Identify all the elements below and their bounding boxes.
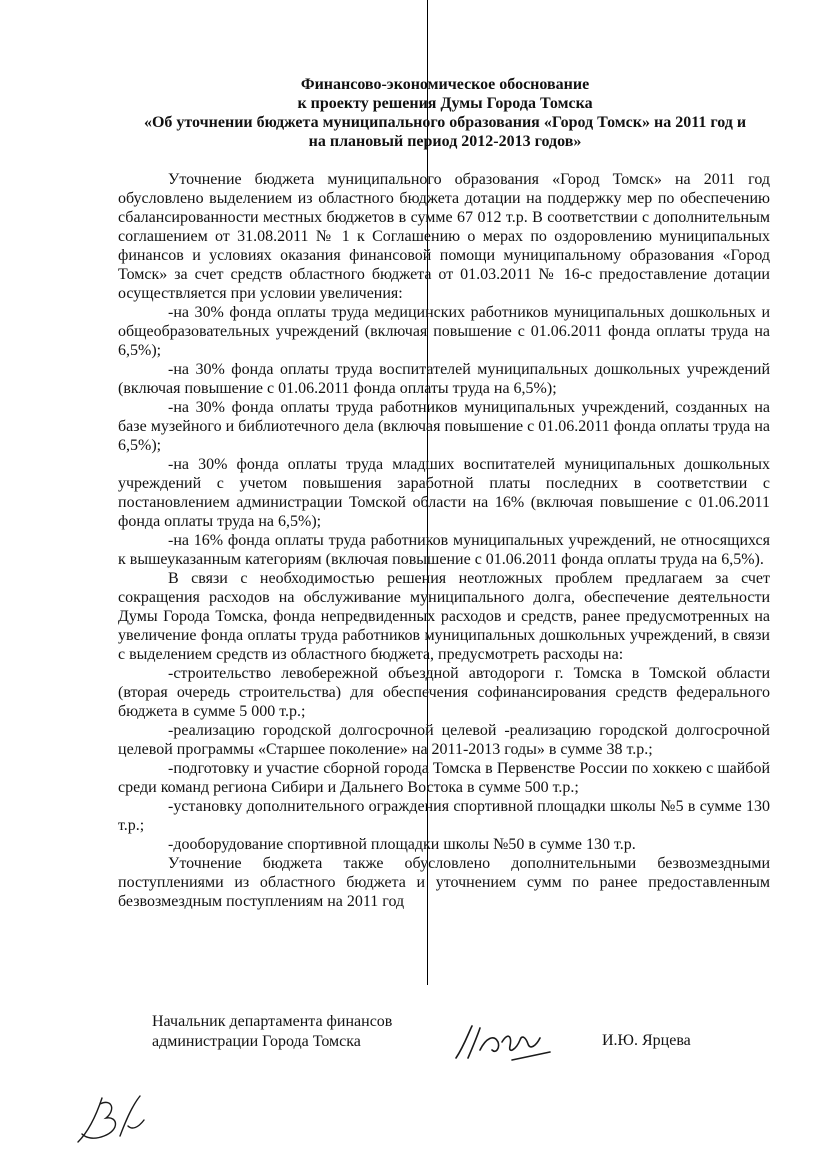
signatory-title-line-2: администрации Города Томска [152, 1033, 361, 1050]
signatory-name: И.Ю. Ярцева [602, 1032, 691, 1049]
paragraph-proposal: В связи с необходимостью решения неотложных проблем предлагаем за счет сокращения расходов на обслуживание муниципального долга, обеспечение деятельности Думы Города Томска, фонда непредвиденных расходов и средств, ранее предусмотренных на увеличение фонда оплаты труда работников муниципальных дошкольных учреждений, в связи с выделением средств из областного бюджета, предусмотреть расходы на: [118, 570, 770, 663]
header-line-1: Финансово-экономическое обоснование [300, 76, 590, 93]
header-line-3: «Об уточнении бюджета муниципального образования «Город Томск» на 2011 год и [143, 114, 747, 131]
paragraph-conclusion: Уточнение бюджета также обусловлено дополнительными безвозмездными поступлениями из областного бюджета и уточнением сумм по ранее предоставленным безвозмездным поступлениям на 2011 год [118, 855, 770, 910]
signatory-title [152, 1012, 392, 1052]
paragraph-item-other-workers: -на 16% фонда оплаты труда работников муниципальных учреждений, не относящихся к вышеуказанным категориям (включая повышение с 01.06.2011 фонда оплаты труда на 6,5%). [118, 532, 770, 568]
handwritten-initials [70, 1090, 150, 1155]
header-line-4: на плановый период 2012-2013 годов» [308, 133, 582, 150]
paragraph-item-equipment: -дооборудование спортивной площадки школы №50 в сумме 130 т.р. [168, 836, 636, 853]
paragraph-item-junior-educators: -на 30% фонда оплаты труда младших воспитателей муниципальных дошкольных учреждений с учетом повышения заработной платы последних в соответствии с постановлением администрации Томской области на 16% (включая повышение с 01.06.2011 фонда оплаты труда на 6,5%); [118, 456, 770, 530]
handwritten-signature [450, 1020, 560, 1065]
paragraph-item-program: -реализацию городской долгосрочной целевой -реализацию городской долгосрочной целевой программы «Старшее поколение» на 2011-2013 годы» в сумме 38 т.р.; [118, 722, 770, 758]
paragraph-item-museum: -на 30% фонда оплаты труда работников муниципальных учреждений, созданных на базе музейного и библиотечного дела (включая повышение с 01.06.2011 фонда оплаты труда на 6,5%); [118, 399, 770, 454]
signatory-title-line-1: Начальник департамента финансов [152, 1013, 393, 1030]
paragraph-intro: Уточнение бюджета муниципального образования «Город Томск» на 2011 год обусловлено выделением из областного бюджета дотации на поддержку мер по обеспечению сбалансированности местных бюджетов в сумме 67 012 т.р. В соответствии с дополнительным соглашением от 31.08.2011 № 1 к Соглашению о мерах по оздоровлению муниципальных финансов и условиях оказания финансовой помощи муниципальному образования «Город Томск» за счет средств областного бюджета от 01.03.2011 № 16-с предоставление дотации осуществляется при условии увеличения: [118, 171, 770, 302]
paragraph-item-hockey: -подготовку и участие сборной города Томска в Первенстве России по хоккею с шайбой среди команд региона Сибири и Дальнего Востока в сумме 500 т.р.; [118, 760, 770, 796]
document-header [110, 75, 780, 151]
paragraph-item-road: -строительство левобережной объездной автодороги г. Томска в Томской области (вторая очередь строительства) для обеспечения софинансирования средств федерального бюджета в сумме 5 000 т.р.; [118, 665, 770, 720]
header-line-2: к проекту решения Думы Города Томска [297, 95, 593, 112]
paragraph-item-fence: -установку дополнительного ограждения спортивной площадки школы №5 в сумме 130 т.р.; [118, 798, 770, 834]
document-body [118, 170, 770, 911]
paragraph-item-educators: -на 30% фонда оплаты труда воспитателей муниципальных дошкольных учреждений (включая повышение с 01.06.2011 фонда оплаты труда на 6,5%); [118, 361, 770, 397]
paragraph-item-medical: -на 30% фонда оплаты труда медицинских работников муниципальных дошкольных и общеобразовательных учреждений (включая повышение с 01.06.2011 фонда оплаты труда на 6,5%); [118, 304, 770, 359]
